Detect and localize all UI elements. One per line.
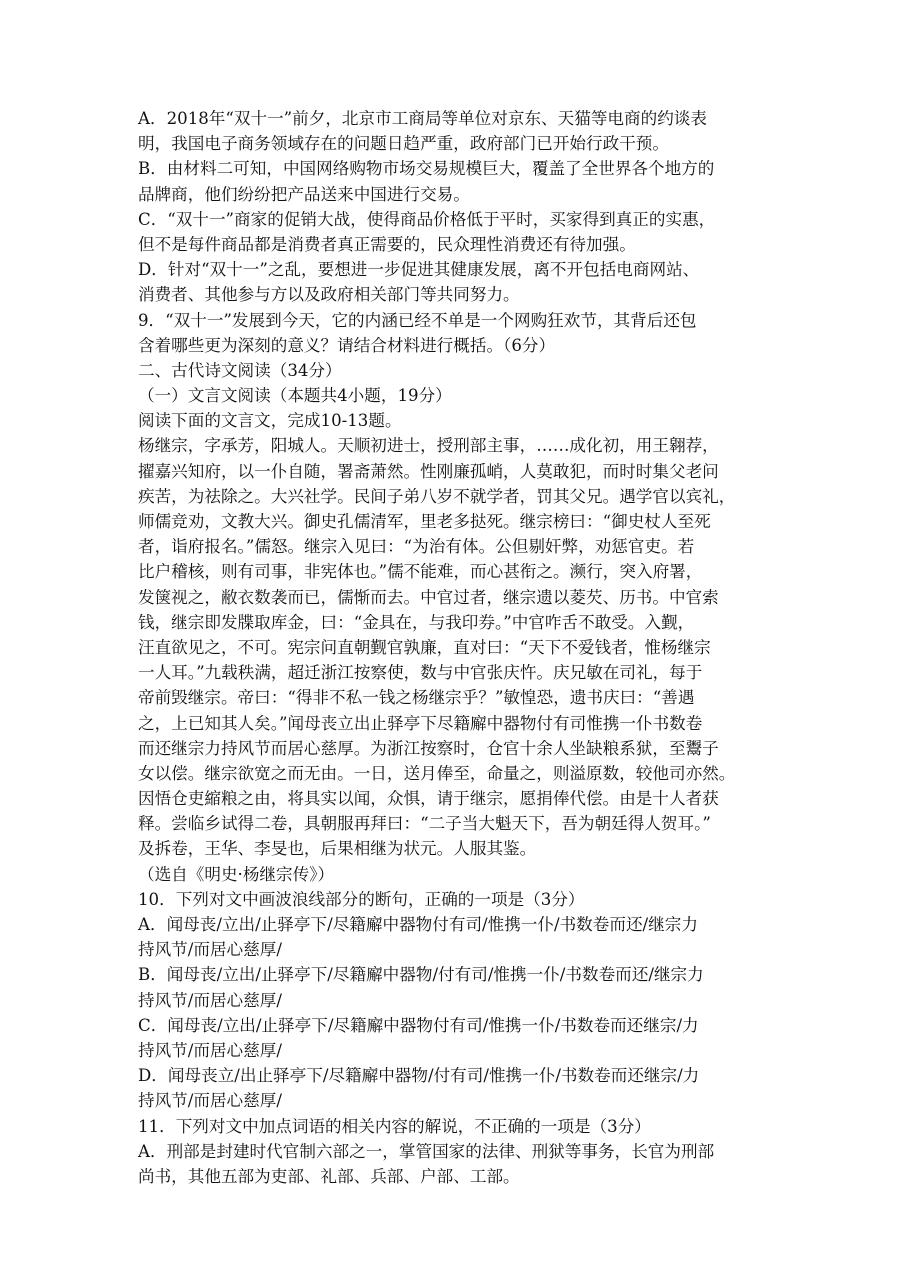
q11-option-a-line-2: 尚书，其他五部为吏部、礼部、兵部、户部、工部。: [138, 1166, 520, 1186]
passage-line-4: 师儒竞劝，文教大兴。御史孔儒清军，里老多挞死。继宗榜曰：“御史杖人至死: [138, 512, 711, 531]
passage-line-5: 者，诣府报名。”儒怒。继宗入见曰：“为治有体。公但剔奸弊，劝惩官吏。若: [138, 537, 695, 557]
passage-line-10: 一人耳。”九载秩满，超迁浙江按察使，数与中官张庆忤。庆兄敏在司礼，每于: [138, 663, 703, 683]
passage-line-7: 发箧视之，敝衣数袭而已，儒惭而去。中官过者，继宗遗以菱芡、历书。中官索: [138, 587, 719, 607]
q10-option-a-line-2: 持风节/而居心慈厚/: [138, 940, 282, 960]
option-b-line-1: B．由材料二可知，中国网络购物市场交易规模巨大，覆盖了全世界各个地方的: [138, 159, 715, 179]
passage-line-12: 之，上已知其人矣。”闻母丧立出止驿亭下尽籍廨中器物付有司惟携一仆书数卷: [138, 713, 703, 733]
passage-line-13: 而还继宗力持风节而居心慈厚。为浙江按察时，仓官十余人坐缺粮系狱，至鬻子: [138, 738, 719, 758]
passage-line-11: 帝前毁继宗。帝曰：“得非不私一钱之杨继宗乎？”敏惶恐，遗书庆曰：“善遇: [138, 688, 695, 708]
q10-option-c-line-2: 持风节/而居心慈厚/: [138, 1040, 282, 1060]
option-a-2018-line-1: A．2018年“双十一”前夕，北京市工商局等单位对京东、天猫等电商的约谈表: [138, 109, 707, 128]
passage-line-6: 比户稽核，则有司事，非宪体也。”儒不能难，而心甚衔之。濒行，突入府署，: [138, 562, 703, 582]
passage-line-1: 杨继宗，字承芳，阳城人。天顺初进士，授刑部主事，……成化初，用王翱荐，: [138, 436, 719, 456]
q10-option-c-line-1: C．闻母丧/立出/止驿亭下/尽籍廨中器物付有司/惟携一仆/书数卷而还继宗/力: [138, 1015, 699, 1035]
reading-instruction: 阅读下面的文言文，完成10-13题。: [138, 411, 402, 431]
passage-line-17: 及拆卷，王华、李旻也，后果相继为状元。人服其鉴。: [138, 839, 537, 859]
passage-line-3: 疾苦，为祛除之。大兴社学。民间子弟八岁不就学者，罚其父兄。遇学官以宾礼，: [138, 486, 736, 506]
option-d-line-2: 消费者、其他参与方以及政府相关部门等共同努力。: [138, 285, 520, 305]
option-c-line-1: C．“双十一”商家的促销大战，使得商品价格低于平时，买家得到真正的实惠，: [138, 209, 716, 229]
passage-line-8: 钱，继宗即发牒取库金，曰：“金具在，与我印券。”中官咋舌不敢受。入觐，: [138, 612, 695, 632]
q10-option-d-line-2: 持风节/而居心慈厚/: [138, 1091, 282, 1111]
option-b-line-2: 品牌商，他们纷纷把产品送来中国进行交易。: [138, 184, 470, 204]
question-10: 10．下列对文中画波浪线部分的断句，正确的一项是（3分）: [138, 889, 585, 909]
passage-line-14: 女以偿。继宗欲宽之而无由。一日，送月俸至，命量之，则溢原数，较他司亦然。: [138, 763, 736, 783]
option-c-line-2: 但不是每件商品都是消费者真正需要的，民众理性消费还有待加强。: [138, 234, 636, 254]
passage-source: （选自《明史·杨继宗传》）: [138, 864, 335, 884]
passage-line-15: 因悟仓吏縮粮之由，将具实以闻，众惧，请于继宗，愿捐俸代偿。由是十人者获: [138, 789, 719, 809]
passage-line-2: 擢嘉兴知府，以一仆自随，署斋萧然。性刚廉孤峭，人莫敢犯，而时时集父老问: [138, 461, 719, 481]
passage-line-16: 释。尝临乡试得二卷，具朝服再拜曰：“二子当大魁天下，吾为朝廷得人贺耳。”: [138, 814, 711, 834]
q10-option-a-line-1: A．闻母丧/立出/止驿亭下/尽籍廨中器物付有司/惟携一仆/书数卷而还/继宗力: [138, 915, 698, 934]
subsection-heading-classical-prose: （一）文言文阅读（本题共4小题，19分）: [138, 386, 452, 406]
question-9-line-2: 含着哪些更为深刻的意义？请结合材料进行概括。（6分）: [138, 335, 556, 355]
option-d-line-1: D．针对“双十一”之乱，要想进一步促进其健康发展，离不开包括电商网站、: [138, 260, 700, 280]
document-page: [138, 106, 778, 1189]
q10-option-b-line-1: B．闻母丧/立出/止驿亭下/尽籍廨中器物/付有司/惟携一仆/书数卷而还/继宗力: [138, 965, 704, 985]
passage-line-9: 汪直欲见之，不可。宪宗问直朝觐官孰廉，直对曰：“天下不爱钱者，惟杨继宗: [138, 637, 711, 657]
q10-option-d-line-1: D．闻母丧立/出止驿亭下/尽籍廨中器物/付有司/惟携一仆/书数卷而还继宗/力: [138, 1066, 700, 1086]
section-heading-classical: 二、古代诗文阅读（34分）: [138, 360, 342, 380]
q11-option-a-line-1: A．刑部是封建时代官制六部之一，掌管国家的法律、刑狱等事务，长官为刑部: [138, 1141, 715, 1161]
q10-option-b-line-2: 持风节/而居心慈厚/: [138, 990, 282, 1010]
question-9-line-1: 9．“双十一”发展到今天，它的内涵已经不单是一个网购狂欢节，其背后还包: [138, 310, 697, 330]
option-a-2018-line-2: 明，我国电子商务领域存在的问题日趋严重，政府部门已开始行政干预。: [138, 134, 669, 154]
question-11: 11．下列对文中加点词语的相关内容的解说，不正确的一项是（3分）: [138, 1116, 651, 1136]
